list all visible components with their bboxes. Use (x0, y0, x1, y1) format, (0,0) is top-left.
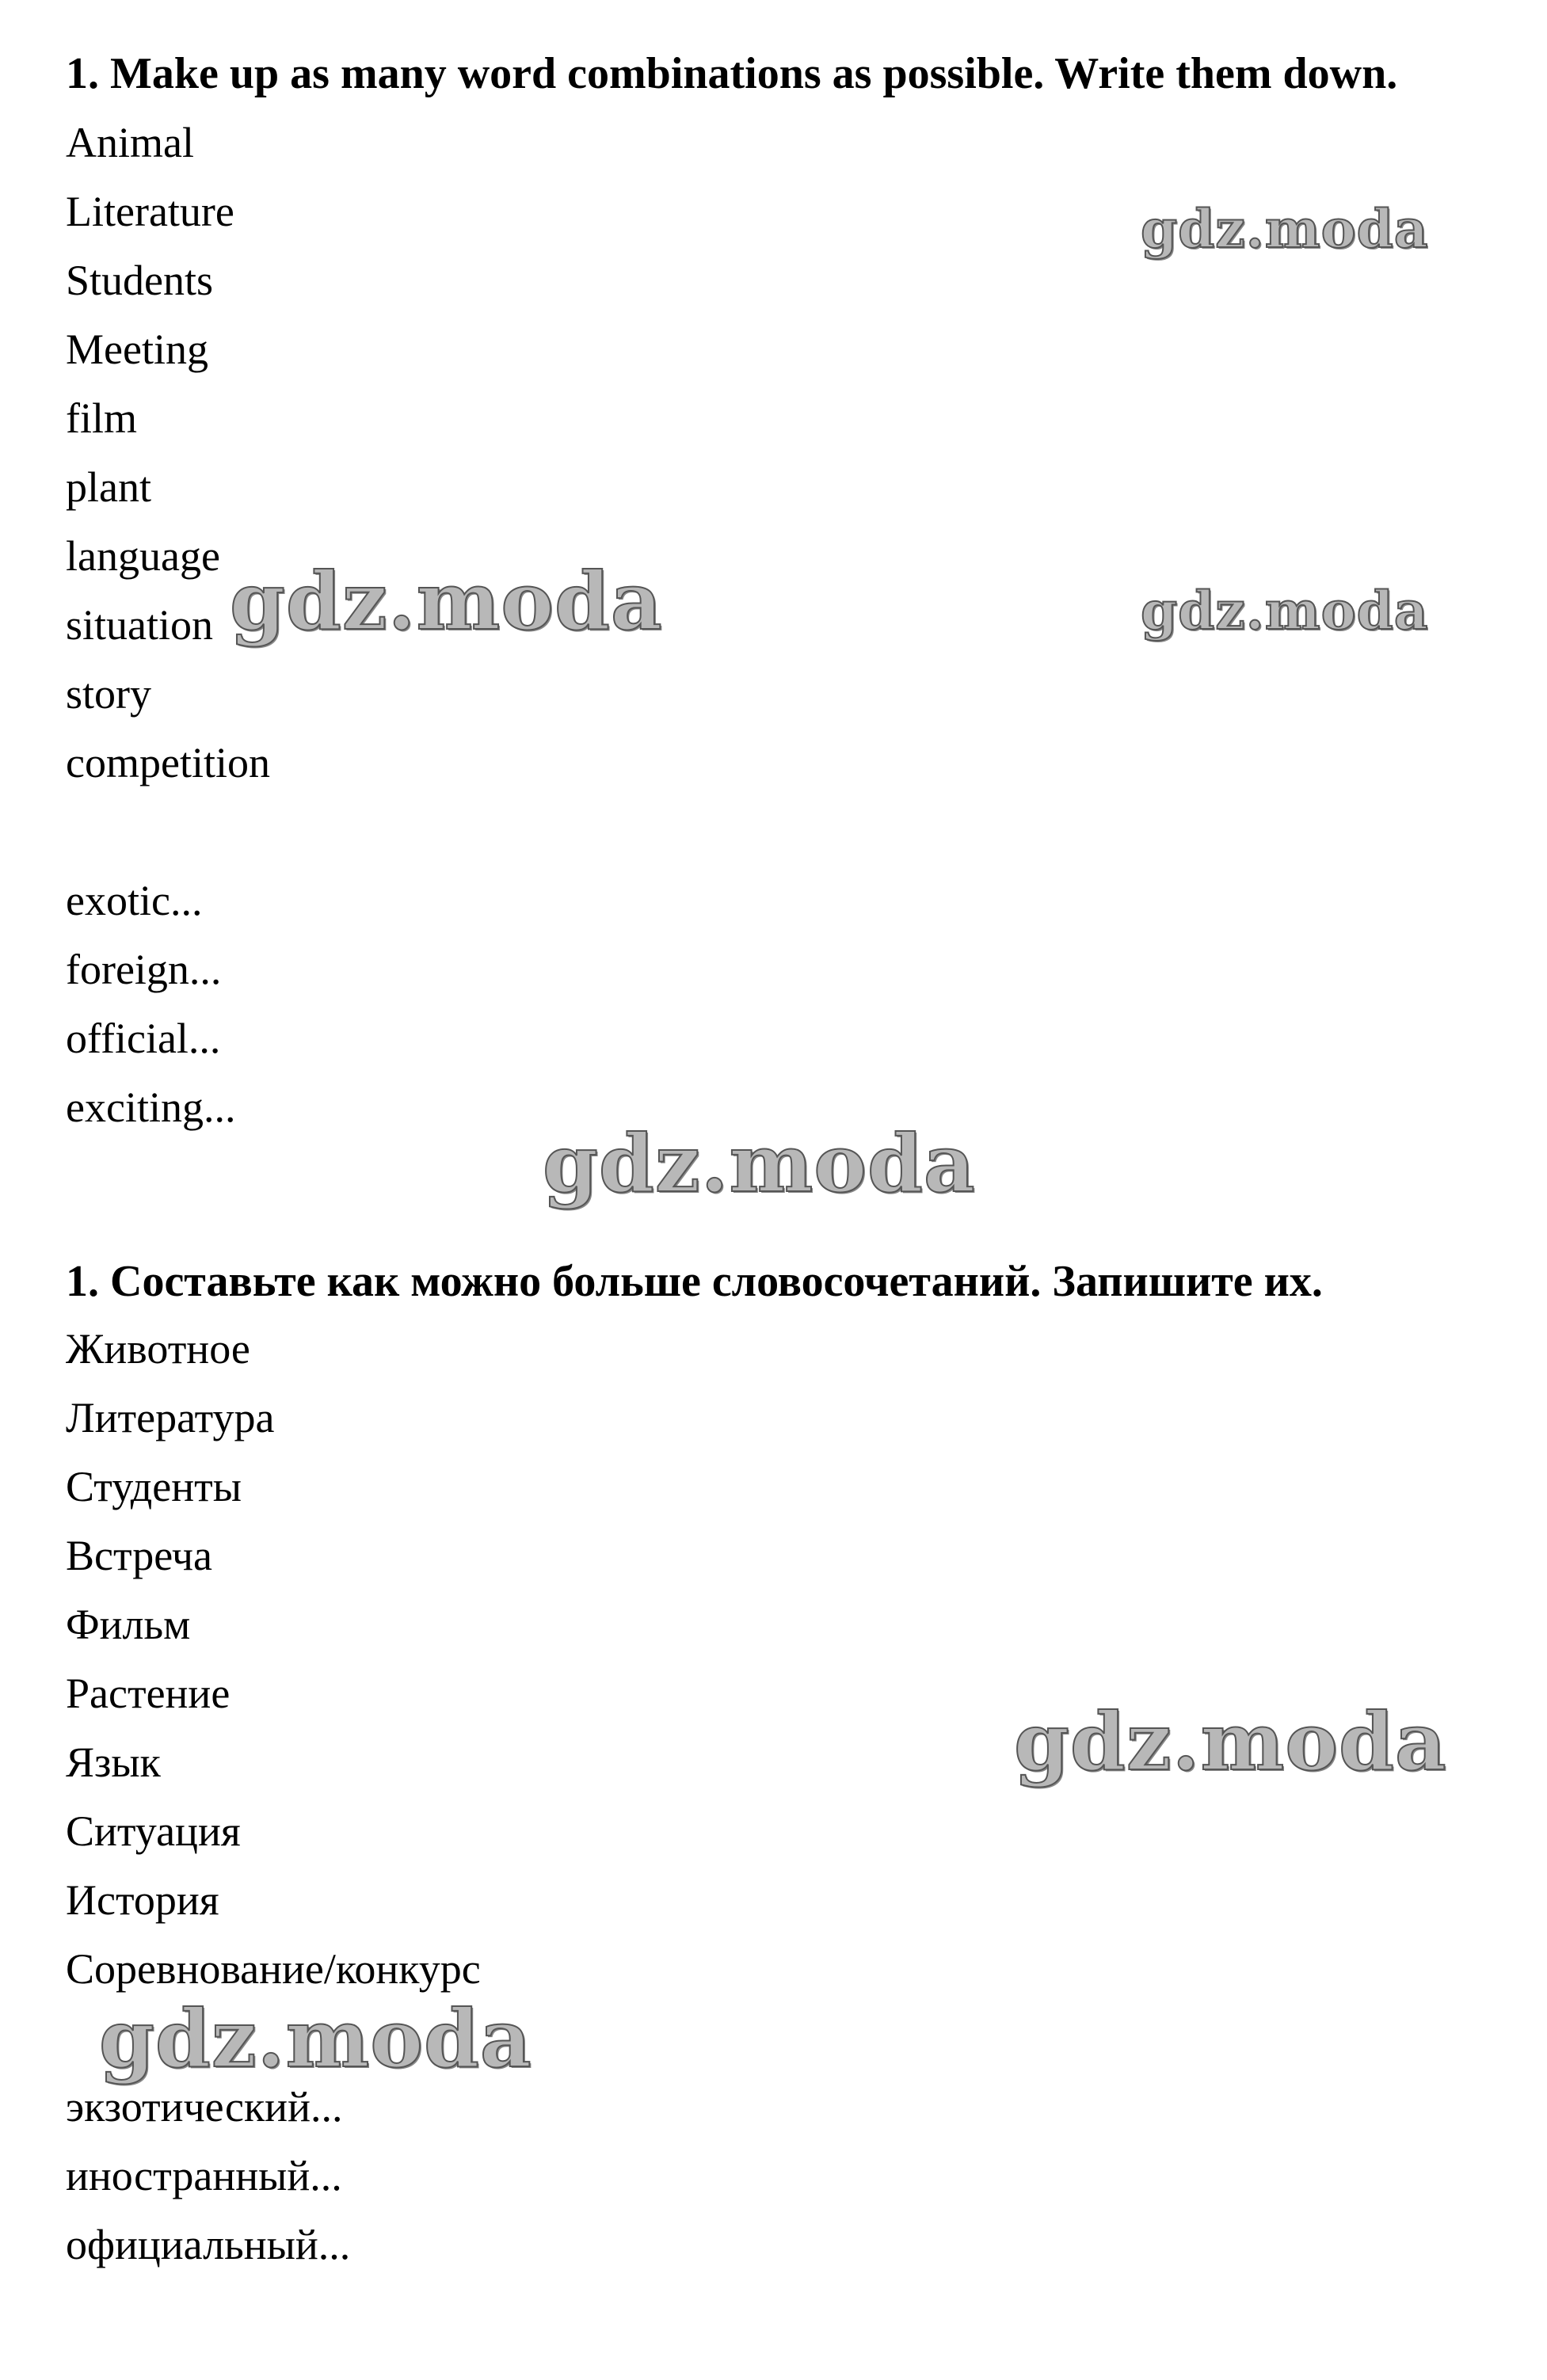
watermark: gdz.moda (99, 1992, 532, 2085)
list-item: plant (66, 463, 151, 511)
list-item: Язык (66, 1738, 161, 1786)
list-item: official... (66, 1015, 221, 1062)
list-item: situation (66, 601, 213, 649)
list-item: exciting... (66, 1083, 236, 1131)
list-item: Растение (66, 1670, 231, 1717)
english-noun-list (66, 109, 270, 798)
list-item: Фильм (66, 1601, 191, 1648)
list-item: Meeting (66, 326, 208, 373)
english-task-heading: 1. Make up as many word combinations as possible. Write them down. (66, 49, 1398, 98)
list-item: competition (66, 739, 270, 786)
watermark: gdz.moda (543, 1117, 976, 1210)
list-item: Животное (66, 1325, 250, 1373)
watermark: gdz.moda (1014, 1695, 1447, 1788)
list-item: Студенты (66, 1463, 242, 1510)
list-item: story (66, 670, 151, 718)
list-item: Ситуация (66, 1807, 241, 1855)
watermark: gdz.moda (230, 554, 663, 648)
list-item: film (66, 394, 137, 442)
list-item: Students (66, 257, 214, 304)
list-item: Литература (66, 1394, 275, 1441)
list-item: Соревнование/конкурс (66, 1945, 481, 1993)
russian-task-heading: 1. Составьте как можно больше словосочетаний. Запишите их. (66, 1257, 1323, 1306)
russian-noun-list (66, 1315, 481, 2004)
list-item: официальный... (66, 2221, 351, 2268)
list-item: Animal (66, 119, 194, 166)
list-item: экзотический... (66, 2083, 343, 2131)
watermark: gdz.moda (1141, 580, 1429, 642)
list-item: Literature (66, 188, 234, 235)
english-adjective-list (66, 866, 235, 1142)
list-item: Встреча (66, 1532, 212, 1579)
list-item: иностранный... (66, 2152, 342, 2199)
watermark: gdz.moda (1141, 198, 1429, 260)
list-item: foreign... (66, 946, 222, 993)
list-item: exotic... (66, 877, 203, 924)
list-item: История (66, 1876, 219, 1924)
russian-adjective-list (66, 2073, 350, 2279)
list-item: language (66, 532, 220, 580)
